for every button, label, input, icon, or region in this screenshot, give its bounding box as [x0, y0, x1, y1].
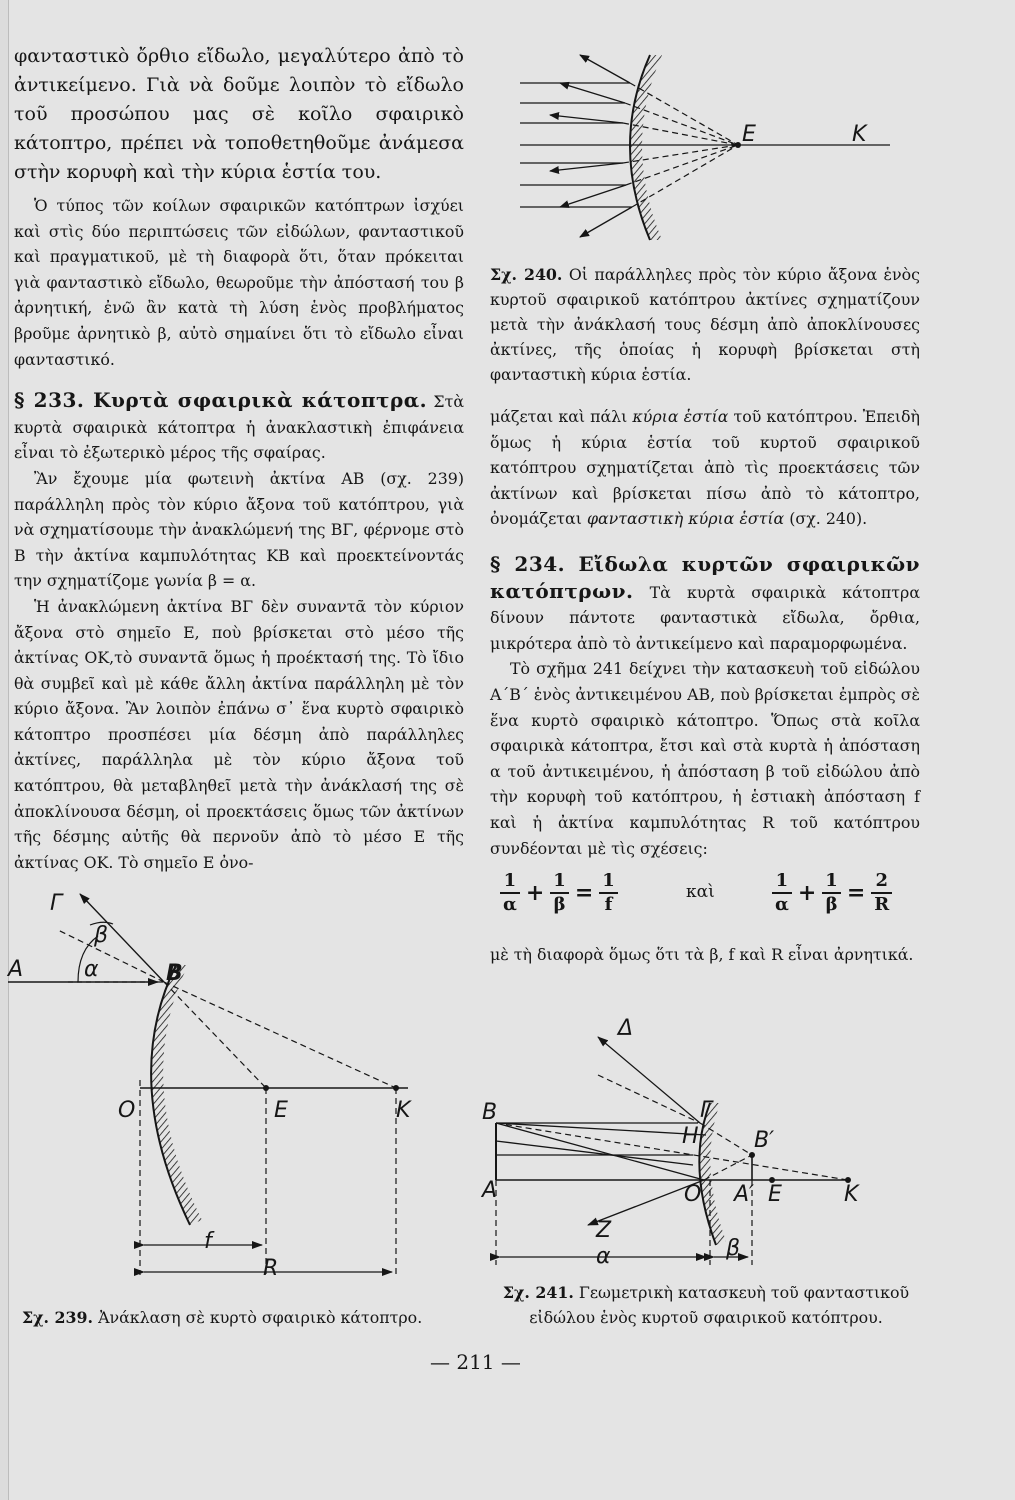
- figure-239: [8, 880, 448, 1305]
- label-A: A: [8, 957, 24, 982]
- label-K: K: [844, 1182, 859, 1207]
- paragraph: Ἡ ἀνακλώμενη ἀκτίνα ΒΓ δὲν συναντᾶ τὸν κύριον ἄξονα στὸ σημεῖο Ε, ποὺ βρίσκεται στὸ μέσο τῆς ἀκτίνας ΟΚ,τὸ συναντᾶ ὅμως ἡ προέκτασή της. Τὸ ἴδιο θὰ συμβεῖ καὶ μὲ κάθε ἄλλη ἀκτίνα παράλληλη μὲ τὸν κύριο ἄξονα. Ἂν λοιπὸν ἐπάνω σ᾽ ἕνα κυρτὸ σφαιρικὸ κάτοπτρο προσπέσει μία δέσμη ἀπὸ παράλληλες ἀκτίνες, παράλληλα μὲ τὸν κύριο ἄξονα τοῦ κατόπτρου, θὰ μεταβληθεῖ μετὰ τὴν ἀνάκλασή της σὲ ἀποκλίνουσα δέσμη, οἱ προεκτάσεις ὅμως τῶν ἀκτίνων τῆς δέσμης αὐτῆς θὰ περνοῦν ἀπὸ τὸ μέσο Ε τῆς ἀκτίνας ΟΚ. Τὸ σημεῖο Ε ὀνο-: [14, 596, 464, 872]
- equation-1: $\frac{1}{\alpha}$ + $\frac{1}{\beta}$ = $\frac{1}{f}$: [500, 870, 618, 916]
- label-E: E: [768, 1182, 782, 1207]
- section-234: [490, 552, 920, 656]
- normal-line: [58, 930, 164, 982]
- caption-fig239: [22, 1305, 472, 1330]
- figure-241: [478, 1015, 888, 1275]
- caption-label: Σχ. 241.: [502, 1283, 574, 1302]
- equation-2: $\frac{1}{\alpha}$ + $\frac{1}{\beta}$ = $\frac{2}{R}$: [772, 870, 892, 916]
- fraction: $\frac{2}{R}$: [871, 870, 892, 916]
- center-point: [393, 1085, 399, 1091]
- label-Gamma: Γ: [50, 891, 63, 916]
- label-O: O: [684, 1182, 702, 1207]
- left-column: [14, 42, 464, 875]
- label-O: O: [118, 1098, 136, 1123]
- label-beta: β: [726, 1236, 741, 1261]
- paragraph: Ὁ τύπος τῶν κοίλων σφαιρικῶν κατόπτρων ἰσχύει καὶ στὶς δύο περιπτώσεις τῶν εἰδώλων, φανταστικοῦ καὶ πραγματικοῦ, μὲ τὴ διαφορὰ ὅτι, ὅταν πρόκειται γιὰ φανταστικὸ εἴδωλο, θεωροῦμε τὴν ἀπόστασή του β ἀρνητική, ἐνῶ ἂν κατὰ τὴ λύση ἑνὸς προβλήματος βροῦμε ἀρνητικὸ β, αὐτὸ σημαίνει ὅτι τὸ εἴδωλο εἶναι φανταστικό.: [14, 196, 464, 369]
- reflected-rays: [550, 55, 632, 237]
- label-beta: β: [94, 923, 109, 948]
- fraction: $\frac{1}{f}$: [599, 870, 618, 916]
- construction-lines: [496, 1075, 848, 1265]
- paragraph: [490, 404, 920, 532]
- section-heading: § 234. Εἴδωλα κυρτῶν σφαιρικῶν κατόπτρων.: [490, 551, 920, 603]
- conjunction: καὶ: [686, 882, 715, 902]
- label-alpha: α: [84, 957, 99, 982]
- caption-text: Ἀνάκλαση σὲ κυρτὸ σφαιρικὸ κάτοπτρο.: [98, 1308, 423, 1327]
- label-E: E: [274, 1098, 288, 1123]
- page-number: — 211 —: [430, 1350, 521, 1374]
- label-B-prime: B′: [754, 1128, 775, 1153]
- section-intro: Τὰ κυρτὰ σφαιρικὰ κάτοπτρα δίνουν πάντοτε φανταστικὰ εἴδωλα, ὄρθια, μικρότερα ἀπὸ τὸ ἀντικείμενο καὶ παραμορφωμένα.: [490, 582, 920, 653]
- text-run: μάζεται καὶ πάλι: [490, 407, 633, 426]
- label-B: B: [166, 961, 183, 986]
- label-Gamma: Γ: [700, 1098, 713, 1123]
- convex-mirror: [630, 55, 662, 240]
- right-column-tail: [490, 942, 920, 968]
- convex-mirror: [151, 965, 202, 1225]
- emphasis: φανταστικὴ κύρια ἑστία: [586, 509, 785, 529]
- fraction: $\frac{1}{\alpha}$: [500, 870, 520, 916]
- label-B: B: [482, 1100, 498, 1125]
- fraction: $\frac{1}{\beta}$: [822, 870, 841, 916]
- paragraph: Τὸ σχῆμα 241 δείχνει τὴν κατασκευὴ τοῦ εἰδώλου Α΄Β΄ ἑνὸς ἀντικειμένου ΑΒ, ποὺ βρίσκεται ἐμπρὸς σὲ ἕνα κυρτὸ σφαιρικὸ κάτοπτρο. Ὅπως στὰ κοῖλα σφαιρικὰ κάτοπτρα, ἔτσι καὶ στὰ κυρτὰ ἡ ἀπόσταση α τοῦ ἀντικειμένου, ἡ ἀπόσταση β τοῦ εἰδώλου ἀπὸ τὴν κορυφὴ τοῦ κατόπτρου, ἡ ἑστιακὴ ἀπόσταση f καὶ ἡ ἀκτίνα καμπυλότητας R τοῦ κατόπτρου συνδέονται μὲ τὶς σχέσεις:: [490, 659, 920, 858]
- emphasis: κύρια ἑστία: [632, 407, 729, 426]
- label-A-prime: A′: [734, 1182, 755, 1207]
- caption-label: Σχ. 239.: [22, 1308, 94, 1327]
- label-f: f: [204, 1229, 212, 1254]
- label-A: A: [482, 1178, 498, 1203]
- text-run: τοῦ κατόπτρου. Ἐπειδὴ ὅμως ἡ κύρια ἑστία τοῦ κυρτοῦ σφαιρικοῦ κατόπτρου σχηματίζεται ἀπὸ τὶς προεκτάσεις τῶν ἀκτίνων καὶ βρίσκεται πίσω ἀπὸ τὸ κάτοπτρο, ὀνομάζεται: [490, 407, 920, 529]
- lens-equations: [500, 870, 920, 930]
- label-Delta: Δ: [618, 1016, 634, 1041]
- section-heading: § 233. Κυρτὰ σφαιρικὰ κάτοπτρα.: [14, 388, 428, 413]
- label-Z: Z: [596, 1218, 612, 1243]
- caption-fig240: [490, 262, 920, 387]
- focal-point: [263, 1085, 269, 1091]
- section-233: [14, 388, 464, 466]
- label-H: H: [682, 1124, 699, 1149]
- caption-text: Γεωμετρικὴ κατασκευὴ τοῦ φανταστικοῦ εἰδώλου ἑνὸς κυρτοῦ σφαιρικοῦ κατόπτρου.: [529, 1283, 910, 1327]
- caption-text: Οἱ παράλληλες πρὸς τὸν κύριο ἄξονα ἑνὸς κυρτοῦ σφαιρικοῦ κατόπτρου ἀκτίνες σχηματίζουν μετὰ τὴν ἀνάκλασή τους δέσμη ἀπὸ ἀποκλίνουσες ἀκτίνες, τῆς ὁποίας ἡ κορυφὴ βρίσκεται στὴ φανταστικὴ κύρια ἑστία.: [490, 265, 920, 384]
- label-alpha: α: [596, 1244, 611, 1269]
- section-intro: Στὰ κυρτὰ σφαιρικὰ κάτοπτρα ἡ ἀνακλαστικὴ ἐπιφάνεια εἶναι τὸ ἐξωτερικὸ μέρος τῆς σφαίρας.: [14, 392, 464, 463]
- label-E: E: [742, 122, 756, 147]
- paragraph: μὲ τὴ διαφορὰ ὅμως ὅτι τὰ β, f καὶ R εἶναι ἀρνητικά.: [490, 945, 914, 964]
- paragraph: φανταστικὸ ὄρθιο εἴδωλο, μεγαλύτερο ἀπὸ τὸ ἀντικείμενο. Γιὰ νὰ δοῦμε λοιπὸν τὸ εἴδωλο τοῦ προσώπου μας σὲ κοῖλο σφαιρικὸ κάτοπτρο, πρέπει νὰ τοποθετηθοῦμε ἀνάμεσα στὴν κορυφὴ καὶ τὴν κύρια ἑστία του.: [14, 45, 464, 183]
- fraction: $\frac{1}{\alpha}$: [772, 870, 792, 916]
- text-run: (σχ. 240).: [784, 509, 868, 529]
- focal-point: [735, 142, 741, 148]
- fraction: $\frac{1}{\beta}$: [550, 870, 569, 916]
- construction-lines: [140, 982, 396, 1275]
- figure-240: [520, 45, 920, 250]
- rays: [496, 1037, 706, 1225]
- label-R: R: [263, 1256, 279, 1281]
- paragraph: Ἂν ἔχουμε μία φωτεινὴ ἀκτίνα ΑΒ (σχ. 239) παράλληλη πρὸς τὸν κύριο ἄξονα τοῦ κατόπτρου, γιὰ νὰ σχηματίσουμε τὴν ἀνακλώμενή της ΒΓ, φέρνομε στὸ Β τὴν ἀκτίνα καμπυλότητας ΚΒ καὶ προεκτείνοντάς την σχηματίζομε γωνία β = α.: [14, 468, 464, 591]
- caption-label: Σχ. 240.: [490, 265, 563, 284]
- label-K: K: [852, 122, 867, 147]
- label-K: K: [396, 1098, 411, 1123]
- caption-fig241: [496, 1280, 916, 1330]
- right-column: [490, 404, 920, 861]
